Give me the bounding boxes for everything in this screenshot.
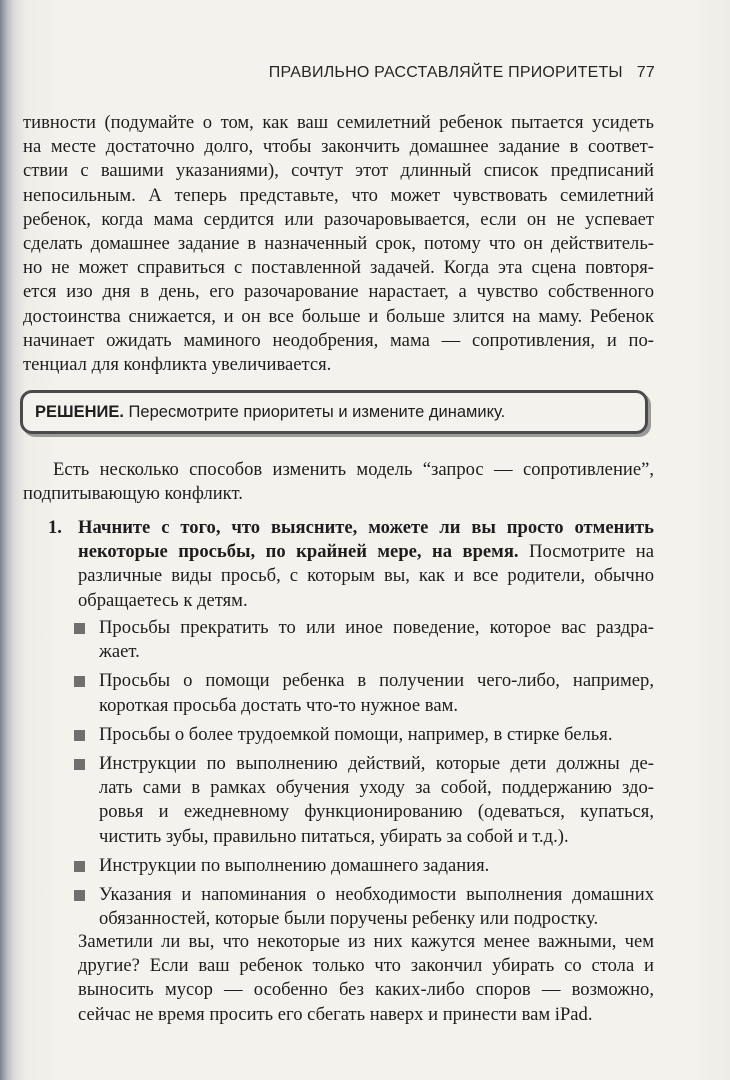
text-line: тивности (подумайте о том, как ваш семилетний ребенок пытается усидеть bbox=[23, 112, 654, 133]
text-line: короткая просьба достать что-то нужное вам. bbox=[99, 694, 458, 716]
list-item-text bbox=[99, 669, 654, 717]
list-item-text bbox=[99, 752, 654, 849]
solution-callout-text bbox=[35, 403, 505, 422]
square-bullet-icon bbox=[74, 890, 85, 901]
list-item bbox=[74, 669, 654, 717]
text-line: ствии с вашими указаниями), сочтут этот длинный список предписаний bbox=[23, 160, 654, 182]
list-item-text bbox=[99, 723, 654, 747]
text-line: сделать домашнее задание в назначенный срок, потому что он действитель- bbox=[23, 233, 654, 255]
item-body bbox=[78, 516, 654, 613]
paragraph-closing bbox=[78, 930, 654, 1027]
text-line: чистить зубы, правильно питаться, убирать за собой и т.д.). bbox=[99, 825, 569, 847]
item-number: 1. bbox=[48, 517, 62, 538]
list-item bbox=[74, 616, 654, 664]
text-line: сейчас не время просить его сбегать наверх и принести вам iPad. bbox=[78, 1003, 593, 1025]
solution-label: РЕШЕНИЕ. bbox=[35, 403, 124, 421]
text-line: Просьбы о более трудоемкой помощи, например, в стирке белья. bbox=[99, 723, 613, 745]
text-line: ровья и ежедневному функционированию (одеваться, купаться, bbox=[99, 801, 654, 823]
item-text: Посмотрите на bbox=[518, 541, 654, 563]
square-bullet-icon bbox=[74, 730, 85, 741]
list-item bbox=[74, 854, 654, 878]
running-header bbox=[0, 64, 655, 82]
solution-callout-box bbox=[20, 390, 648, 434]
square-bullet-icon bbox=[74, 676, 85, 687]
text-line: начинает ожидать маминого неодобрения, мама — сопротивления, и по- bbox=[23, 329, 654, 351]
text-line: подпитывающую конфликт. bbox=[23, 483, 243, 505]
text-line: лать сами в рамках обучения уходу за собой, поддержанию здо- bbox=[99, 777, 654, 799]
text-line: но не может справиться с поставленной задачей. Когда эта сцена повторя- bbox=[23, 257, 654, 279]
item-bold-text: некоторые просьбы, по крайней мере, на время. bbox=[78, 541, 519, 563]
text-line: ребенок, когда мама сердится или разочаровывается, если он не успевает bbox=[23, 208, 654, 230]
text-line: Заметили ли вы, что некоторые из них кажутся менее важными, чем bbox=[78, 931, 654, 952]
square-bullet-icon bbox=[74, 759, 85, 770]
text-line: различные виды просьб, с которым вы, как и все родители, обычно bbox=[78, 565, 654, 587]
text-line: Просьбы прекратить то или иное поведение, которое вас раздра- bbox=[99, 617, 654, 638]
text-line: Есть несколько способов изменить модель “запрос — сопротивление”, bbox=[53, 459, 654, 480]
paragraph-intro bbox=[23, 111, 654, 377]
text-line: обязанностей, которые были поручены ребенку или подростку. bbox=[99, 908, 599, 930]
text-line: Начните с того, что выясните, можете ли вы просто отменить bbox=[78, 517, 654, 538]
square-bullet-icon bbox=[74, 623, 85, 634]
text-line: Инструкции по выполнению действий, которые дети должны де- bbox=[99, 753, 654, 775]
text-line: другие? Если ваш ребенок только что закончил убирать со стола и bbox=[78, 955, 654, 977]
bullet-list bbox=[74, 616, 654, 936]
text-line: Инструкции по выполнению домашнего задания. bbox=[99, 854, 490, 876]
text-line: жает. bbox=[99, 641, 140, 663]
text-line: непосильным. А теперь представьте, что может чувствовать семилетний bbox=[23, 184, 654, 206]
text-line: выносить мусор — особенно без каких-либо споров — возможно, bbox=[78, 979, 654, 1001]
text-line: Указания и напоминания о необходимости выполнения домашних bbox=[99, 884, 654, 906]
list-item-text bbox=[99, 854, 654, 878]
text-line: достоинства снижается, и он все больше и больше злится на маму. Ребенок bbox=[23, 305, 654, 327]
solution-body: Пересмотрите приоритеты и измените динамику. bbox=[123, 403, 506, 421]
text-line: обращаетесь к детям. bbox=[78, 589, 248, 611]
text-line: тенциал для конфликта увеличивается. bbox=[23, 354, 332, 376]
text-line bbox=[78, 540, 654, 564]
square-bullet-icon bbox=[74, 861, 85, 872]
page-number: 77 bbox=[636, 64, 655, 81]
header-title: ПРАВИЛЬНО РАССТАВЛЯЙТЕ ПРИОРИТЕТЫ bbox=[268, 64, 623, 81]
list-item bbox=[74, 723, 654, 747]
paragraph-methods-intro bbox=[23, 458, 654, 506]
list-item-text bbox=[99, 616, 654, 664]
text-line: на месте достаточно долго, чтобы закончить домашнее задание в соответ- bbox=[23, 136, 654, 158]
text-line: ется изо дня в день, его разочарование нарастает, а чувство собственного bbox=[23, 281, 654, 303]
list-item bbox=[74, 752, 654, 849]
list-item bbox=[74, 883, 654, 931]
text-line: Просьбы о помощи ребенка в получении чего-либо, например, bbox=[99, 670, 654, 692]
list-item-text bbox=[99, 883, 654, 931]
